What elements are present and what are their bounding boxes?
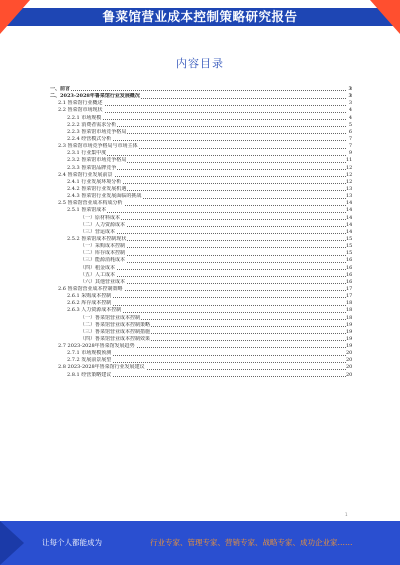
toc-entry[interactable] xyxy=(50,93,352,100)
toc-entry-label: 2.6.3 人力资源成本控制 xyxy=(67,307,122,314)
toc-entry-label: 2.2.1 市场规模 xyxy=(67,114,102,121)
toc-entry-label: （一）原材料成本 xyxy=(80,214,121,221)
toc-entry-page: 11 xyxy=(346,157,352,164)
toc-entry-page: 16 xyxy=(346,271,352,278)
toc-entry-page: 12 xyxy=(346,164,352,171)
toc-entry-page: 18 xyxy=(346,307,352,314)
toc-entry-label: 2.4 鲁菜馆行业发展前景 xyxy=(58,171,113,178)
toc-entry-page: 4 xyxy=(346,115,352,122)
toc-entry[interactable] xyxy=(50,157,352,164)
toc-entry[interactable] xyxy=(50,357,352,364)
toc-entry-page: 16 xyxy=(346,264,352,271)
page-header xyxy=(0,0,400,34)
toc-entry-page: 7 xyxy=(346,143,352,150)
toc-entry-label: （一）鲁菜馆营业成本控制 xyxy=(80,314,141,321)
toc-entry[interactable] xyxy=(50,165,352,172)
toc-entry-label: 2.7.2 发展前景展望 xyxy=(67,357,112,364)
page-footer xyxy=(0,521,400,565)
toc-entry[interactable] xyxy=(50,272,352,279)
toc-entry[interactable] xyxy=(50,279,352,286)
toc-entry-page: 4 xyxy=(346,107,352,114)
toc-entry-page: 19 xyxy=(346,321,352,328)
toc-entry-label: 2.2.4 经营模式分析 xyxy=(67,135,112,142)
toc-entry-label: （三）能源消耗成本 xyxy=(80,257,126,264)
toc-entry-page: 18 xyxy=(346,300,352,307)
toc-entry-label: 2.8.1 经营策略建议 xyxy=(67,371,112,378)
toc-entry-label: 2.3.1 行业集中度 xyxy=(67,150,107,157)
toc-entry-label: 2.6.2 库存成本控制 xyxy=(67,300,112,307)
toc-leader-dots xyxy=(50,90,346,91)
toc-entry-page: 12 xyxy=(346,171,352,178)
toc-leader-dots xyxy=(80,269,346,270)
toc-entry[interactable] xyxy=(50,293,352,300)
footer-slogan: 让每个人都能成为 xyxy=(42,538,102,547)
toc-entry-label: 2.2.3 鲁菜馆市场竞争格局 xyxy=(67,128,127,135)
toc-leader-dots xyxy=(67,212,346,213)
toc-entry[interactable] xyxy=(50,336,352,343)
toc-entry[interactable] xyxy=(50,229,352,236)
toc-leader-dots xyxy=(80,276,346,277)
toc-entry-page: 14 xyxy=(346,228,352,235)
toc-entry[interactable] xyxy=(50,122,352,129)
toc-entry-page: 17 xyxy=(346,285,352,292)
toc-entry-label: 2.6.1 采购成本控制 xyxy=(67,293,112,300)
toc-entry-label: 2.5.1 鲁菜馆成本 xyxy=(67,207,107,214)
toc-entry-page: 3 xyxy=(346,100,352,107)
toc-entry[interactable] xyxy=(50,322,352,329)
toc-entry-page: 13 xyxy=(346,185,352,192)
toc-entry-page: 5 xyxy=(346,122,352,129)
toc-entry-label: （二）人力资源成本 xyxy=(80,221,126,228)
toc-entry-label: 2.7 2023-2028年鲁菜馆发展趋势 xyxy=(58,343,135,350)
toc-heading: 内容目录 xyxy=(176,57,224,70)
toc-entry-label: （五）人工成本 xyxy=(80,271,116,278)
toc-entry-label: （二）库存成本控制 xyxy=(80,250,126,257)
toc-entry-page: 3 xyxy=(346,86,352,93)
toc-entry-page: 19 xyxy=(346,328,352,335)
toc-leader-dots xyxy=(67,155,346,156)
toc-entry-label: 2.8 2023-2028年鲁菜馆行业发展建议 xyxy=(58,364,145,371)
toc-entry-page: 14 xyxy=(346,207,352,214)
toc-entry[interactable] xyxy=(50,257,352,264)
toc-entry-page: 14 xyxy=(346,221,352,228)
toc-entry-page: 16 xyxy=(346,278,352,285)
toc-entry-page: 14 xyxy=(346,214,352,221)
toc-entry-label: 二、2023-2028年鲁菜馆行业发展概况 xyxy=(50,93,140,100)
toc-entry[interactable] xyxy=(50,215,352,222)
toc-entry-label: 2.4.3 鲁菜馆行业发展面临的挑战 xyxy=(67,193,142,200)
toc-entry[interactable] xyxy=(50,107,352,114)
toc-entry-label: 2.5 鲁菜馆营业成本构成分析 xyxy=(58,200,123,207)
table-of-contents xyxy=(50,86,352,379)
report-title: 鲁菜馆营业成本控制策略研究报告 xyxy=(102,9,298,24)
toc-entry[interactable] xyxy=(50,329,352,336)
toc-entry[interactable] xyxy=(50,265,352,272)
toc-entry[interactable] xyxy=(50,179,352,186)
toc-entry-page: 3 xyxy=(346,93,352,100)
footer-arrow-decoration xyxy=(0,521,24,565)
toc-entry-label: 2.5.2 鲁菜馆成本控制现状 xyxy=(67,235,127,242)
page-number: 1 xyxy=(345,512,348,517)
toc-entry-label: 2.4.2 鲁菜馆行业发展机遇 xyxy=(67,185,127,192)
toc-entry[interactable] xyxy=(50,307,352,314)
toc-entry-page: 7 xyxy=(346,136,352,143)
toc-entry[interactable] xyxy=(50,115,352,122)
toc-entry-label: （六）其他营业成本 xyxy=(80,278,126,285)
toc-entry[interactable] xyxy=(50,243,352,250)
toc-entry-page: 18 xyxy=(346,314,352,321)
toc-entry[interactable] xyxy=(50,350,352,357)
toc-entry[interactable] xyxy=(50,300,352,307)
toc-entry-page: 6 xyxy=(346,129,352,136)
toc-entry-label: （三）鲁菜馆营业成本控制措施 xyxy=(80,328,151,335)
toc-entry-label: （四）鲁菜馆营业成本控制效果 xyxy=(80,335,151,342)
toc-entry[interactable] xyxy=(50,86,352,93)
toc-entry-label: 2.3.3 鲁菜馆品牌竞争 xyxy=(67,164,117,171)
toc-entry[interactable] xyxy=(50,364,352,371)
toc-entry[interactable] xyxy=(50,150,352,157)
toc-entry-label: 一、前言 xyxy=(50,86,71,92)
toc-entry-page: 9 xyxy=(346,150,352,157)
footer-roles: 行业专家、管理专家、营销专家、战略专家、成功企业家…… xyxy=(150,538,353,547)
toc-entry-label: （四）租金成本 xyxy=(80,264,116,271)
toc-entry[interactable] xyxy=(50,286,352,293)
toc-entry[interactable] xyxy=(50,315,352,322)
toc-entry[interactable] xyxy=(50,200,352,207)
toc-entry-page: 12 xyxy=(346,178,352,185)
toc-entry[interactable] xyxy=(50,250,352,257)
toc-entry[interactable] xyxy=(50,236,352,243)
toc-entry-page: 20 xyxy=(346,371,352,378)
toc-entry[interactable] xyxy=(50,143,352,150)
toc-entry-page: 15 xyxy=(346,250,352,257)
toc-leader-dots xyxy=(80,233,346,234)
toc-entry-label: （二）鲁菜馆营业成本控制策略 xyxy=(80,321,151,328)
toc-entry-label: 2.2.2 消费者需求分析 xyxy=(67,121,117,128)
toc-entry-page: 17 xyxy=(346,293,352,300)
toc-entry[interactable] xyxy=(50,193,352,200)
toc-entry-page: 14 xyxy=(346,200,352,207)
toc-entry[interactable] xyxy=(50,372,352,379)
toc-entry-label: 2.4.1 行业发展环境分析 xyxy=(67,178,122,185)
toc-entry-page: 19 xyxy=(346,343,352,350)
toc-entry-page: 13 xyxy=(346,193,352,200)
toc-entry[interactable] xyxy=(50,136,352,143)
toc-entry[interactable] xyxy=(50,222,352,229)
toc-entry[interactable] xyxy=(50,172,352,179)
toc-entry-label: （三）营运成本 xyxy=(80,228,116,235)
toc-entry[interactable] xyxy=(50,186,352,193)
toc-entry[interactable] xyxy=(50,129,352,136)
toc-entry-page: 15 xyxy=(346,235,352,242)
toc-entry[interactable] xyxy=(50,343,352,350)
toc-entry-label: （一）采购成本控制 xyxy=(80,243,126,250)
toc-entry-page: 15 xyxy=(346,243,352,250)
toc-entry-label: 2.3.2 鲁菜馆市场竞争格局 xyxy=(67,157,127,164)
toc-entry-page: 20 xyxy=(346,350,352,357)
toc-entry-page: 19 xyxy=(346,335,352,342)
toc-entry-label: 2.6 鲁菜馆营业成本控制策略 xyxy=(58,285,123,292)
toc-entry-label: 2.7.1 市场规模预测 xyxy=(67,350,112,357)
toc-entry-label: 2.1 鲁菜馆行业概述 xyxy=(58,100,103,107)
toc-entry-page: 20 xyxy=(346,357,352,364)
toc-entry-label: 2.3 鲁菜馆市场竞争格局与市场主体 xyxy=(58,143,138,150)
toc-leader-dots xyxy=(67,119,346,120)
toc-entry-page: 16 xyxy=(346,257,352,264)
toc-entry-label: 2.2 鲁菜馆市场现状 xyxy=(58,107,103,114)
toc-entry[interactable] xyxy=(50,207,352,214)
toc-entry[interactable] xyxy=(50,100,352,107)
toc-entry-page: 20 xyxy=(346,364,352,371)
